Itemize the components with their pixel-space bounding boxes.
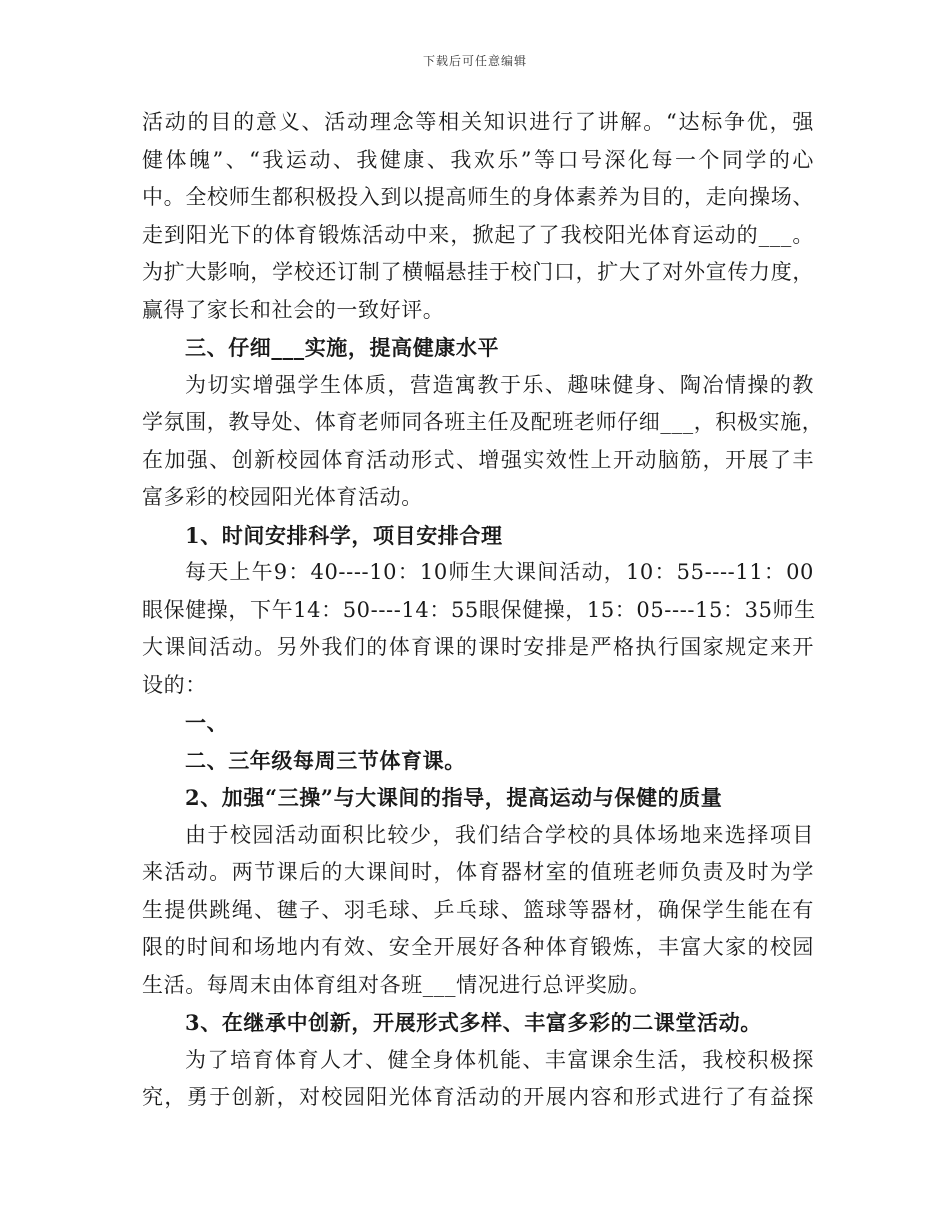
- page-header: 下载后可任意编辑: [422, 54, 527, 68]
- paragraph-line: 富多彩的校园阳光体育活动。: [142, 485, 423, 509]
- paragraph-line: 活动的目的意义、活动理念等相关知识进行了讲解。“达标争优，强: [142, 110, 814, 134]
- paragraph-line: 生活。每周末由体育组对各班___情况进行总评奖励。: [142, 972, 651, 997]
- document-body: [142, 104, 824, 1117]
- paragraph-line: 中。全校师生都积极投入到以提高师生的身体素养为目的，走向操场、: [142, 185, 814, 209]
- paragraph-line: 为切实增强学生体质，营造寓教于乐、趣味健身、陶冶情操的教: [185, 372, 814, 397]
- paragraph-line: 为扩大影响，学校还订制了横幅悬挂于校门口，扩大了对外宣传力度，: [142, 260, 814, 284]
- paragraph-line: 由于校园活动面积比较少，我们结合学校的具体场地来选择项目: [185, 822, 814, 847]
- section-heading: 2、加强“三操”与大课间的指导，提高运动与保健的质量: [185, 785, 723, 810]
- paragraph-line: 眼保健操，下午14：50----14：55眼保健操，15：05----15：35师生: [142, 597, 816, 622]
- paragraph-line: 赢得了家长和社会的一致好评。: [142, 297, 445, 322]
- paragraph-line: 生提供跳绳、毽子、羽毛球、乒乓球、篮球等器材，确保学生能在有: [142, 897, 814, 922]
- paragraph-line: 每天上午9：40----10：10师生大课间活动，10：55----11：00: [185, 560, 814, 584]
- section-heading: 1、时间安排科学，项目安排合理: [185, 522, 503, 548]
- paragraph-line: 在加强、创新校园体育活动形式、增强实效性上开动脑筋，开展了丰: [142, 447, 814, 472]
- section-heading: 二、三年级每周三节体育课。: [185, 747, 466, 773]
- paragraph-line: 限的时间和场地内有效、安全开展好各种体育锻炼，丰富大家的校园: [142, 935, 814, 959]
- paragraph-line: 走到阳光下的体育锻炼活动中来，掀起了了我校阳光体育运动的___。: [142, 222, 814, 247]
- paragraph-line: 健体魄”、“我运动、我健康、我欢乐”等口号深化每一个同学的心: [142, 147, 814, 172]
- paragraph-line: 学氛围，教导处、体育老师同各班主任及配班老师仔细___，积极实施，: [142, 410, 824, 434]
- paragraph-line: 设的：: [142, 672, 207, 697]
- section-heading: 三、仔细___实施，提高健康水平: [185, 335, 500, 360]
- paragraph-line: 为了培育体育人才、健全身体机能、丰富课余生活，我校积极探: [185, 1047, 814, 1072]
- section-heading: 一、: [185, 710, 229, 735]
- paragraph-line: 来活动。两节课后的大课间时，体育器材室的值班老师负责及时为学: [142, 860, 814, 884]
- section-heading: 3、在继承中创新，开展形式多样、丰富多彩的二课堂活动。: [185, 1010, 762, 1035]
- paragraph-line: 大课间活动。另外我们的体育课的课时安排是严格执行国家规定来开: [142, 635, 814, 659]
- paragraph-line: 究，勇于创新，对校园阳光体育活动的开展内容和形式进行了有益探: [142, 1085, 814, 1109]
